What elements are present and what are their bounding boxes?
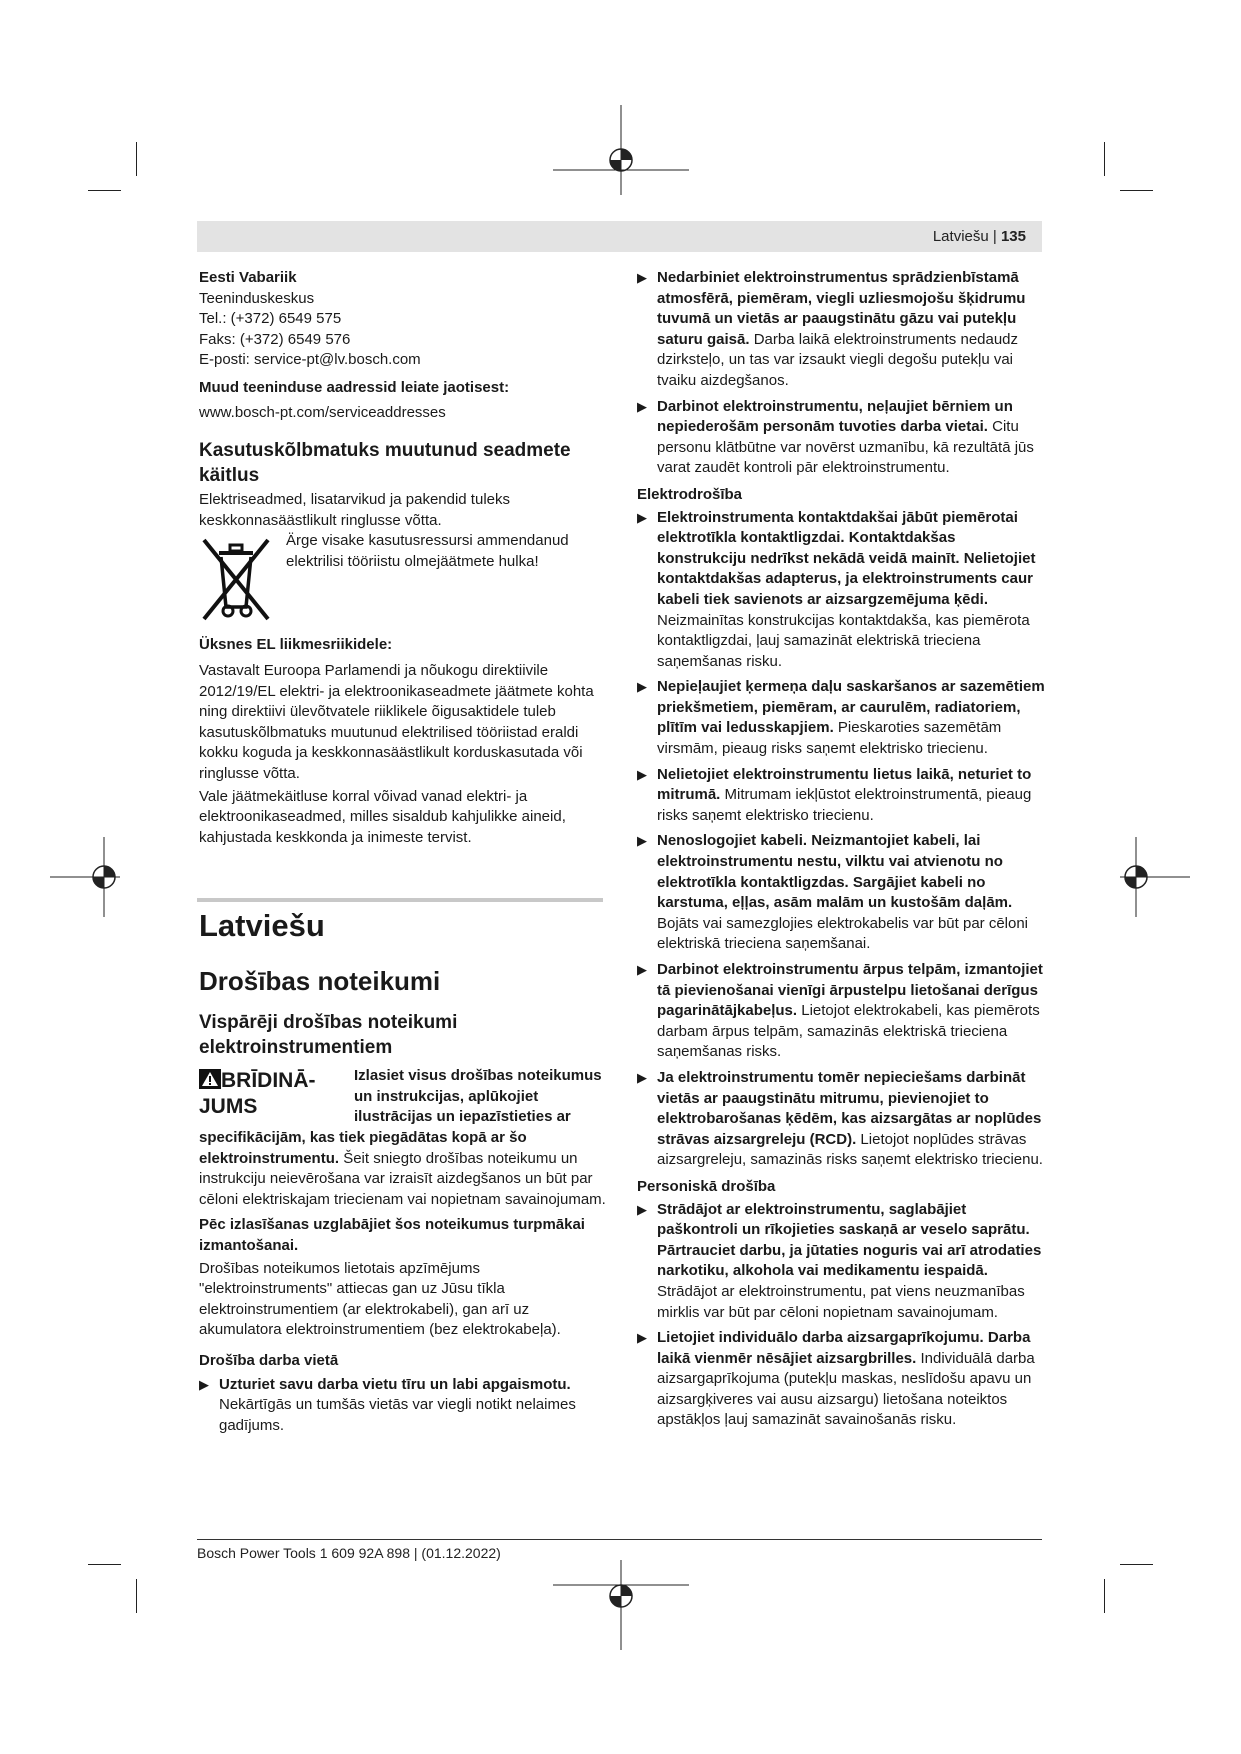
list-group (637, 268, 1045, 479)
weee-text: elektrilisi tööriistu olmejäätmete hulka! (286, 553, 539, 571)
list-item (637, 268, 1045, 392)
estonia-line: E-posti: service-pt@lv.bosch.com (199, 351, 421, 369)
disposal-title: Kasutuskõlbmatuks muutunud seadmete käitlus (199, 440, 571, 487)
item-text: Darba laikā elektroinstruments nedaudz dzirksteļo, un tas var izsaukt viegli degošu putekļu vai tvaiku aizdegšanos. (657, 330, 1019, 389)
item-bold: Darbinot elektroinstrumentu ārpus telpām, izmantojiet tā pievienošanai vienīgi ārpustelpu lietošanai derīgus pagarinātājkabeļus. (657, 961, 1043, 1020)
list-item (199, 1375, 607, 1437)
estonia-line: Tel.: (+372) 6549 575 (199, 310, 342, 328)
warning-block (199, 1066, 607, 1126)
eu-text: Vastavalt Euroopa Parlamendi ja nõukogu direktiivile 2012/19/EL elektri- ja elektroonikaseadmete jäätmete kohta ning direktiivi ülevõtvatele riiklikele õigusaktidele tuleb kasutuskõlbmatuks muutunud elektrilised tööriistad eraldi kokku koguda ja keskkonnasäästlikult korduskasutada või ringlusse võtta. (199, 661, 594, 782)
term-text: Drošības noteikumos lietotais apzīmējums "elektroinstruments" attiecas gan uz Jūsu tīkla elektroinstrumentiem (ar elektrokabeli), gan arī uz akumulatora elektroinstrumentiem (bez elektrokabeļa). (199, 1259, 561, 1339)
more-addresses-url[interactable]: www.bosch-pt.com/serviceaddresses (199, 403, 446, 421)
item-text: Individuālā darba aizsargaprīkojuma (putekļu maskas, neslīdošu apavu un aizsargķiveres vai ausu aizsargu) lietošana noteiktos apstākļos ļauj samazināt savainošanās risku. (657, 1349, 1035, 1429)
warning-text: Izlasiet visus drošības noteikumus (354, 1067, 602, 1084)
list-item (637, 1328, 1045, 1431)
bullet-arrow-icon: ▶ (199, 1376, 209, 1392)
crop-mark-bottom-right-h (1120, 1564, 1153, 1565)
list-item (637, 1200, 1045, 1324)
warning-bold-text: specifikācijām, kas tiek piegādātas kopā ar šo elektroinstrumentu. (199, 1129, 527, 1167)
left-column (199, 268, 607, 848)
workplace-title: Drošība darba vietā (199, 1351, 339, 1369)
right-column (637, 268, 1045, 1431)
warning-label-line: JUMS (199, 1095, 258, 1118)
item-bold: Nepieļaujiet ķermeņa daļu saskaršanos ar sazemētiem priekšmetiem, piemēram, ar caurulēm, radiatoriem, plītīm vai ledusskapjiem. (657, 678, 1045, 737)
estonia-line: Faks: (+372) 6549 576 (199, 330, 351, 348)
crop-mark-top-right-h (1120, 190, 1153, 191)
item-bold: Nenoslogojiet kabeli. Neizmantojiet kabeli, lai elektroinstrumentu nestu, vilktu vai atvienotu no elektrotīkla kontaktligzdas. Sargājiet kabeli no karstuma, eļļas, asām malām un kustošām daļām. (657, 832, 1013, 912)
list-group (637, 1200, 1045, 1432)
warning-text: un instrukcijas, aplūkojiet (354, 1087, 539, 1105)
crop-mark-bottom-right-v (1104, 1579, 1105, 1613)
warning-text: ilustrācijas un iepazīstieties ar (354, 1108, 571, 1126)
registration-mark-top-icon (553, 105, 689, 195)
estonia-line: Teeninduskeskus (199, 289, 315, 307)
warning-intro (354, 1066, 614, 1128)
general-title: elektroinstrumentiem (199, 1037, 393, 1058)
crop-mark-top-left-v (136, 142, 137, 176)
list-item (637, 397, 1045, 479)
weee-crossed-bin-icon (199, 535, 273, 621)
weee-text: Ärge visake kasutusressursi ammendanud (286, 532, 569, 550)
bullet-arrow-icon: ▶ (637, 833, 647, 849)
registration-mark-bottom-icon (553, 1560, 689, 1650)
list-item (637, 677, 1045, 759)
bullet-arrow-icon: ▶ (637, 398, 647, 414)
bullet-arrow-icon: ▶ (637, 1069, 647, 1085)
electric-title: Elektrodrošība (637, 485, 743, 503)
page-header (197, 221, 1042, 252)
item-bold: Ja elektroinstrumentu tomēr nepieciešams darbināt vietās ar paaugstinātu mitrumu, pievienojiet to elektrobarošanas ķēdēm, kas aizsargātas ar noplūdes strāvas aizsargreleju (RCD). (657, 1068, 1042, 1148)
item-bold: Strādājot ar elektroinstrumentu, saglabājiet paškontroli un rīkojieties saskaņā ar veselo saprātu. Pārtrauciet darbu, ja jūtaties noguris vai arī atrodaties narkotiku, alkohola vai medikamentu iespaidā. (657, 1200, 1042, 1280)
item-bold: Nelietojiet elektroinstrumentu lietus laikā, neturiet to mitrumā. (657, 765, 1032, 804)
bullet-arrow-icon: ▶ (637, 1201, 647, 1217)
bullet-arrow-icon: ▶ (637, 270, 647, 285)
header-separator: | (992, 228, 997, 245)
list-item (637, 831, 1045, 955)
language-title: Latviešu (199, 908, 325, 943)
footer-text: Bosch Power Tools 1 609 92A 898 | (01.12.2022) (197, 1545, 501, 1561)
bullet-arrow-icon: ▶ (637, 679, 647, 695)
more-addresses-label: Muud teeninduse aadressid leiate jaotisest: (199, 378, 510, 396)
item-text: Pieskaroties sazemētām virsmām, pieaug risks saņemt elektrisko triecienu. (657, 719, 1002, 758)
header-label (933, 221, 1042, 252)
safety-title: Drošības noteikumi (199, 966, 441, 996)
item-text: Nekārtīgās un tumšās vietās var viegli notikt nelaimes gadījums. (219, 1396, 576, 1434)
item-text: Lietojot noplūdes strāvas aizsargreleju, samazinās risks saņemt elektrisko triecienu. (657, 1130, 1043, 1169)
item-text: Neizmainītas konstrukcijas kontaktdakša, kas piemērota kontaktligzdai, ļauj samazināt elektriskā trieciena saņemšanas risku. (657, 611, 1030, 670)
estonia-title: Eesti Vabariik (199, 269, 297, 286)
page-number: 135 (1000, 228, 1026, 245)
item-bold: Darbinot elektroinstrumentu, neļaujiet bērniem un nepiederošām personām tuvoties darba vietai. (657, 397, 1013, 436)
bullet-arrow-icon: ▶ (637, 509, 647, 525)
bullet-arrow-icon: ▶ (637, 1330, 647, 1346)
disposal-text: Elektriseadmed, lisatarvikud ja pakendid tuleks keskkonnasäästlikult ringlusse võtta. (199, 491, 510, 529)
item-text: Lietojot elektrokabeli, kas piemērots darbam ārpus telpām, samazinās elektriskā trieciena saņemšanas risks. (657, 1002, 1040, 1061)
list-group (637, 508, 1045, 1171)
registration-mark-right-icon (1120, 837, 1190, 917)
warning-label (199, 1068, 316, 1120)
list-item (637, 960, 1045, 1063)
crop-mark-top-left-h (88, 190, 121, 191)
general-title: Vispārēji drošības noteikumi (199, 1012, 458, 1033)
crop-mark-bottom-left-v (136, 1579, 137, 1613)
crop-mark-bottom-left-h (88, 1564, 121, 1565)
list-item (637, 765, 1045, 827)
bullet-arrow-icon: ▶ (637, 766, 647, 782)
eu-text: Vale jäätmekäitluse korral võivad vanad elektri- ja elektroonikaseadmed, milles sisaldub kahjulikke aineid, kahjustada keskkonda ja inimeste tervist. (199, 787, 566, 846)
item-text: Mitrumam iekļūstot elektroinstrumentā, pieaug risks saņemt elektrisko triecienu. (657, 786, 1032, 824)
item-text: Bojāts vai samezglojies elektrokabelis var būt par cēloni elektriskā trieciena saņemšanai. (657, 914, 1029, 953)
eu-title: Üksnes EL liikmesriikidele: (199, 636, 393, 654)
personal-title: Personiskā drošība (637, 1177, 776, 1195)
crop-mark-top-right-v (1104, 142, 1105, 176)
footer-divider (197, 1539, 1042, 1540)
keep-note: Pēc izlasīšanas uzglabājiet šos noteikumus turpmākai izmantošanai. (199, 1216, 585, 1254)
warning-triangle-icon (199, 1069, 221, 1089)
list-item (637, 508, 1045, 673)
item-bold: Lietojiet individuālo darba aizsargaprīkojumu. Darba laikā vienmēr nēsājiet aizsargbrilles. (657, 1329, 1031, 1367)
item-text: Citu personu klātbūtne var novērst uzmanību, kā rezultātā jūs varat zaudēt kontroli pār elektroinstrumentu. (657, 418, 1034, 477)
header-section: Latviešu (932, 228, 989, 245)
list-item (637, 1068, 1045, 1171)
registration-mark-left-icon (50, 837, 120, 917)
item-bold: Nedarbiniet elektroinstrumentus sprādzienbīstamā atmosfērā, piemēram, viegli uzliesmojošu šķidrumu tuvumā un vietās ar paaugstinātu gāzu vai putekļu saturu gaisā. (657, 269, 1026, 348)
warning-text (199, 1128, 607, 1210)
bullet-arrow-icon: ▶ (637, 962, 647, 977)
warning-normal-text: Šeit sniegto drošības noteikumu un instrukciju neievērošana var izraisīt aizdegšanos un būt par cēloni elektriskajam triecienam vai nopietnam savainojumam. (199, 1149, 606, 1208)
warning-label-line: BRĪDINĀ- (221, 1069, 316, 1092)
weee-block (199, 531, 607, 623)
section-divider (197, 898, 603, 902)
item-bold: Uzturiet savu darba vietu tīru un labi apgaismotu. (219, 1375, 571, 1393)
item-bold: Elektroinstrumenta kontaktdakšai jābūt piemērotai elektrotīkla kontaktligzdai. Kontaktdakšas konstrukciju nedrīkst nekādā veidā mainīt. Nelietojiet kontaktdakšas adapterus, ja elektroinstruments caur kabeli tiek savienots ar aizsargzemējuma ķēdi. (657, 508, 1036, 608)
left-column-lower (199, 906, 607, 1436)
item-text: Strādājot ar elektroinstrumentu, pat viens neuzmanības mirklis var būt par cēloni nopietnam savainojumam. (657, 1282, 1025, 1321)
